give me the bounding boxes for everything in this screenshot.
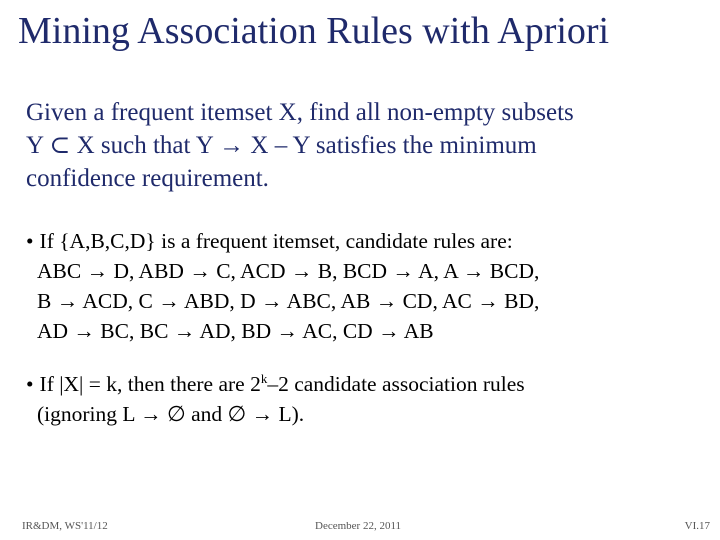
exponent: k (260, 370, 268, 386)
bullet-line (26, 226, 706, 256)
bullet-line: B → ACD, C → ABD, D → ABC, AB → CD, AC → BD, (37, 289, 540, 313)
footer-course: IR&DM, WS'11/12 (22, 520, 108, 532)
bullet-line: AD → BC, BC → AD, BD → AC, CD → AB (37, 319, 434, 343)
bullet-candidate-rules (26, 226, 706, 346)
footer-slide-number: VI.17 (684, 520, 710, 532)
bullet-text: If {A,B,C,D} is a frequent itemset, candidate rules are: (39, 229, 513, 253)
bullet-line (26, 369, 706, 399)
bullet-line: (ignoring L → ∅ and ∅ → L). (37, 402, 305, 426)
intro-paragraph (26, 96, 696, 195)
footer-date: December 22, 2011 (315, 520, 402, 532)
slide-title: Mining Association Rules with Apriori (18, 10, 610, 52)
bullet-text: If |X| = k, then there are 2 (39, 372, 261, 396)
bullet-text: –2 candidate association rules (267, 372, 525, 396)
intro-line: Y ⊂ X such that Y → X – Y satisfies the minimum (26, 132, 537, 159)
intro-line: Given a frequent itemset X, find all non-empty subsets (26, 99, 574, 126)
bullet-rule-count (26, 369, 706, 429)
bullet-marker: • (26, 229, 34, 253)
bullet-marker: • (26, 372, 34, 396)
intro-line: confidence requirement. (26, 165, 269, 192)
bullet-line: ABC → D, ABD → C, ACD → B, BCD → A, A → BCD, (37, 259, 540, 283)
